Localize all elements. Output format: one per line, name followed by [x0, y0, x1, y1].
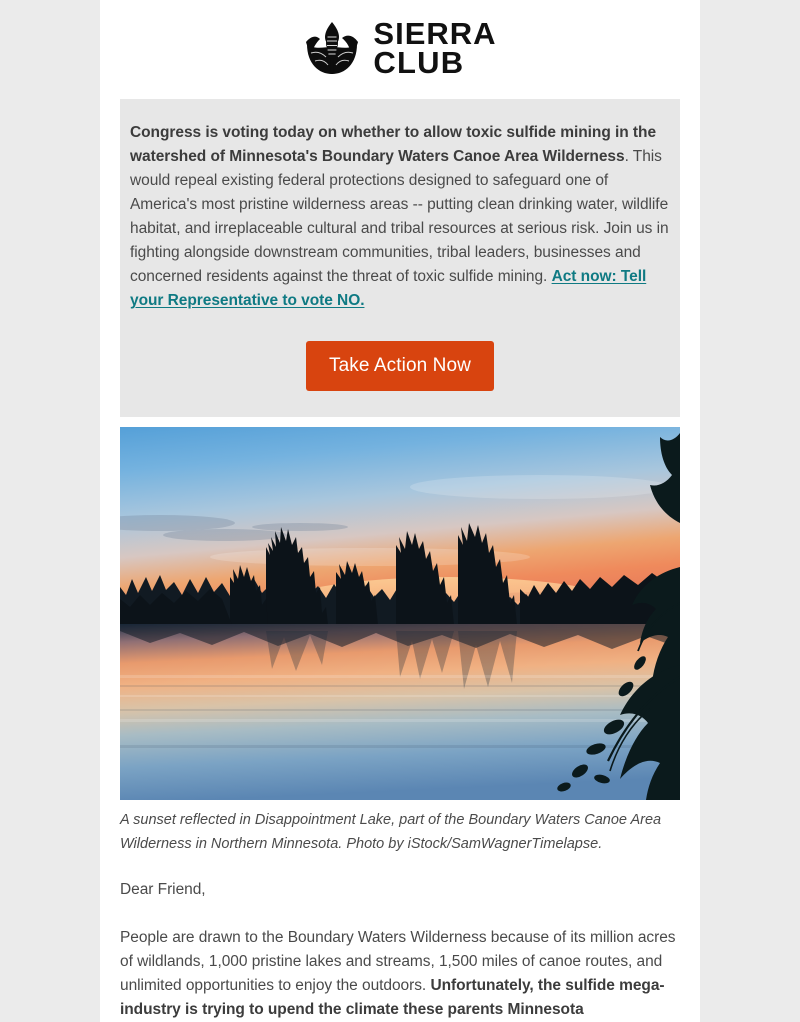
logo-line-club: CLUB [373, 45, 465, 80]
alert-lead-bold: Congress is voting today on whether to allow toxic sulfide mining in the watershed of Minnesota's Boundary Waters Canoe Area Wilderness [130, 124, 657, 165]
letter-body [120, 856, 680, 1022]
email-card [100, 0, 700, 1022]
salutation: Dear Friend, [120, 881, 206, 898]
letter-paragraph-1-bold: Unfortunately, the sulfide mega-industry is trying to upend the climate these parents Minnesota [120, 977, 665, 1018]
sierra-club-sequoia-icon [303, 20, 361, 78]
take-action-inline-link[interactable]: Act now: Tell your Representative to vote NO. [130, 268, 647, 309]
take-action-now-button[interactable]: Take Action Now [306, 341, 494, 391]
hero-image-container [120, 427, 680, 800]
photo-caption: A sunset reflected in Disappointment Lake, part of the Boundary Waters Canoe Area Wilderness in Northern Minnesota. Photo by iStock/SamWagnerTimelapse. [120, 812, 662, 852]
sierra-club-logo[interactable] [303, 18, 496, 80]
alert-body-text: . This would repeal existing federal protections designed to safeguard one of America's most pristine wilderness areas -- putting clean drinking water, wildlife habitat, and irreplaceable cultural and tribal resources at serious risk. Join us in fighting alongside downstream communities, tribal leaders, businesses and concerned residents against the threat of toxic sulfide mining. [130, 148, 669, 285]
letter-paragraph-1 [120, 926, 680, 1022]
alert-panel [120, 99, 680, 417]
alert-paragraph [130, 121, 670, 313]
cta-container [130, 319, 670, 391]
letter-paragraph-1-plain: People are drawn to the Boundary Waters Wilderness because of its million acres of wildlands, 1,000 pristine lakes and streams, 1,500 miles of canoe routes, and unlimited opportunities to enjoy the outdoors. [120, 929, 676, 994]
sierra-club-wordmark [373, 16, 497, 80]
lake-sunset-photo [120, 427, 680, 800]
email-header [100, 0, 700, 99]
logo-line-sierra: SIERRA [373, 16, 497, 52]
